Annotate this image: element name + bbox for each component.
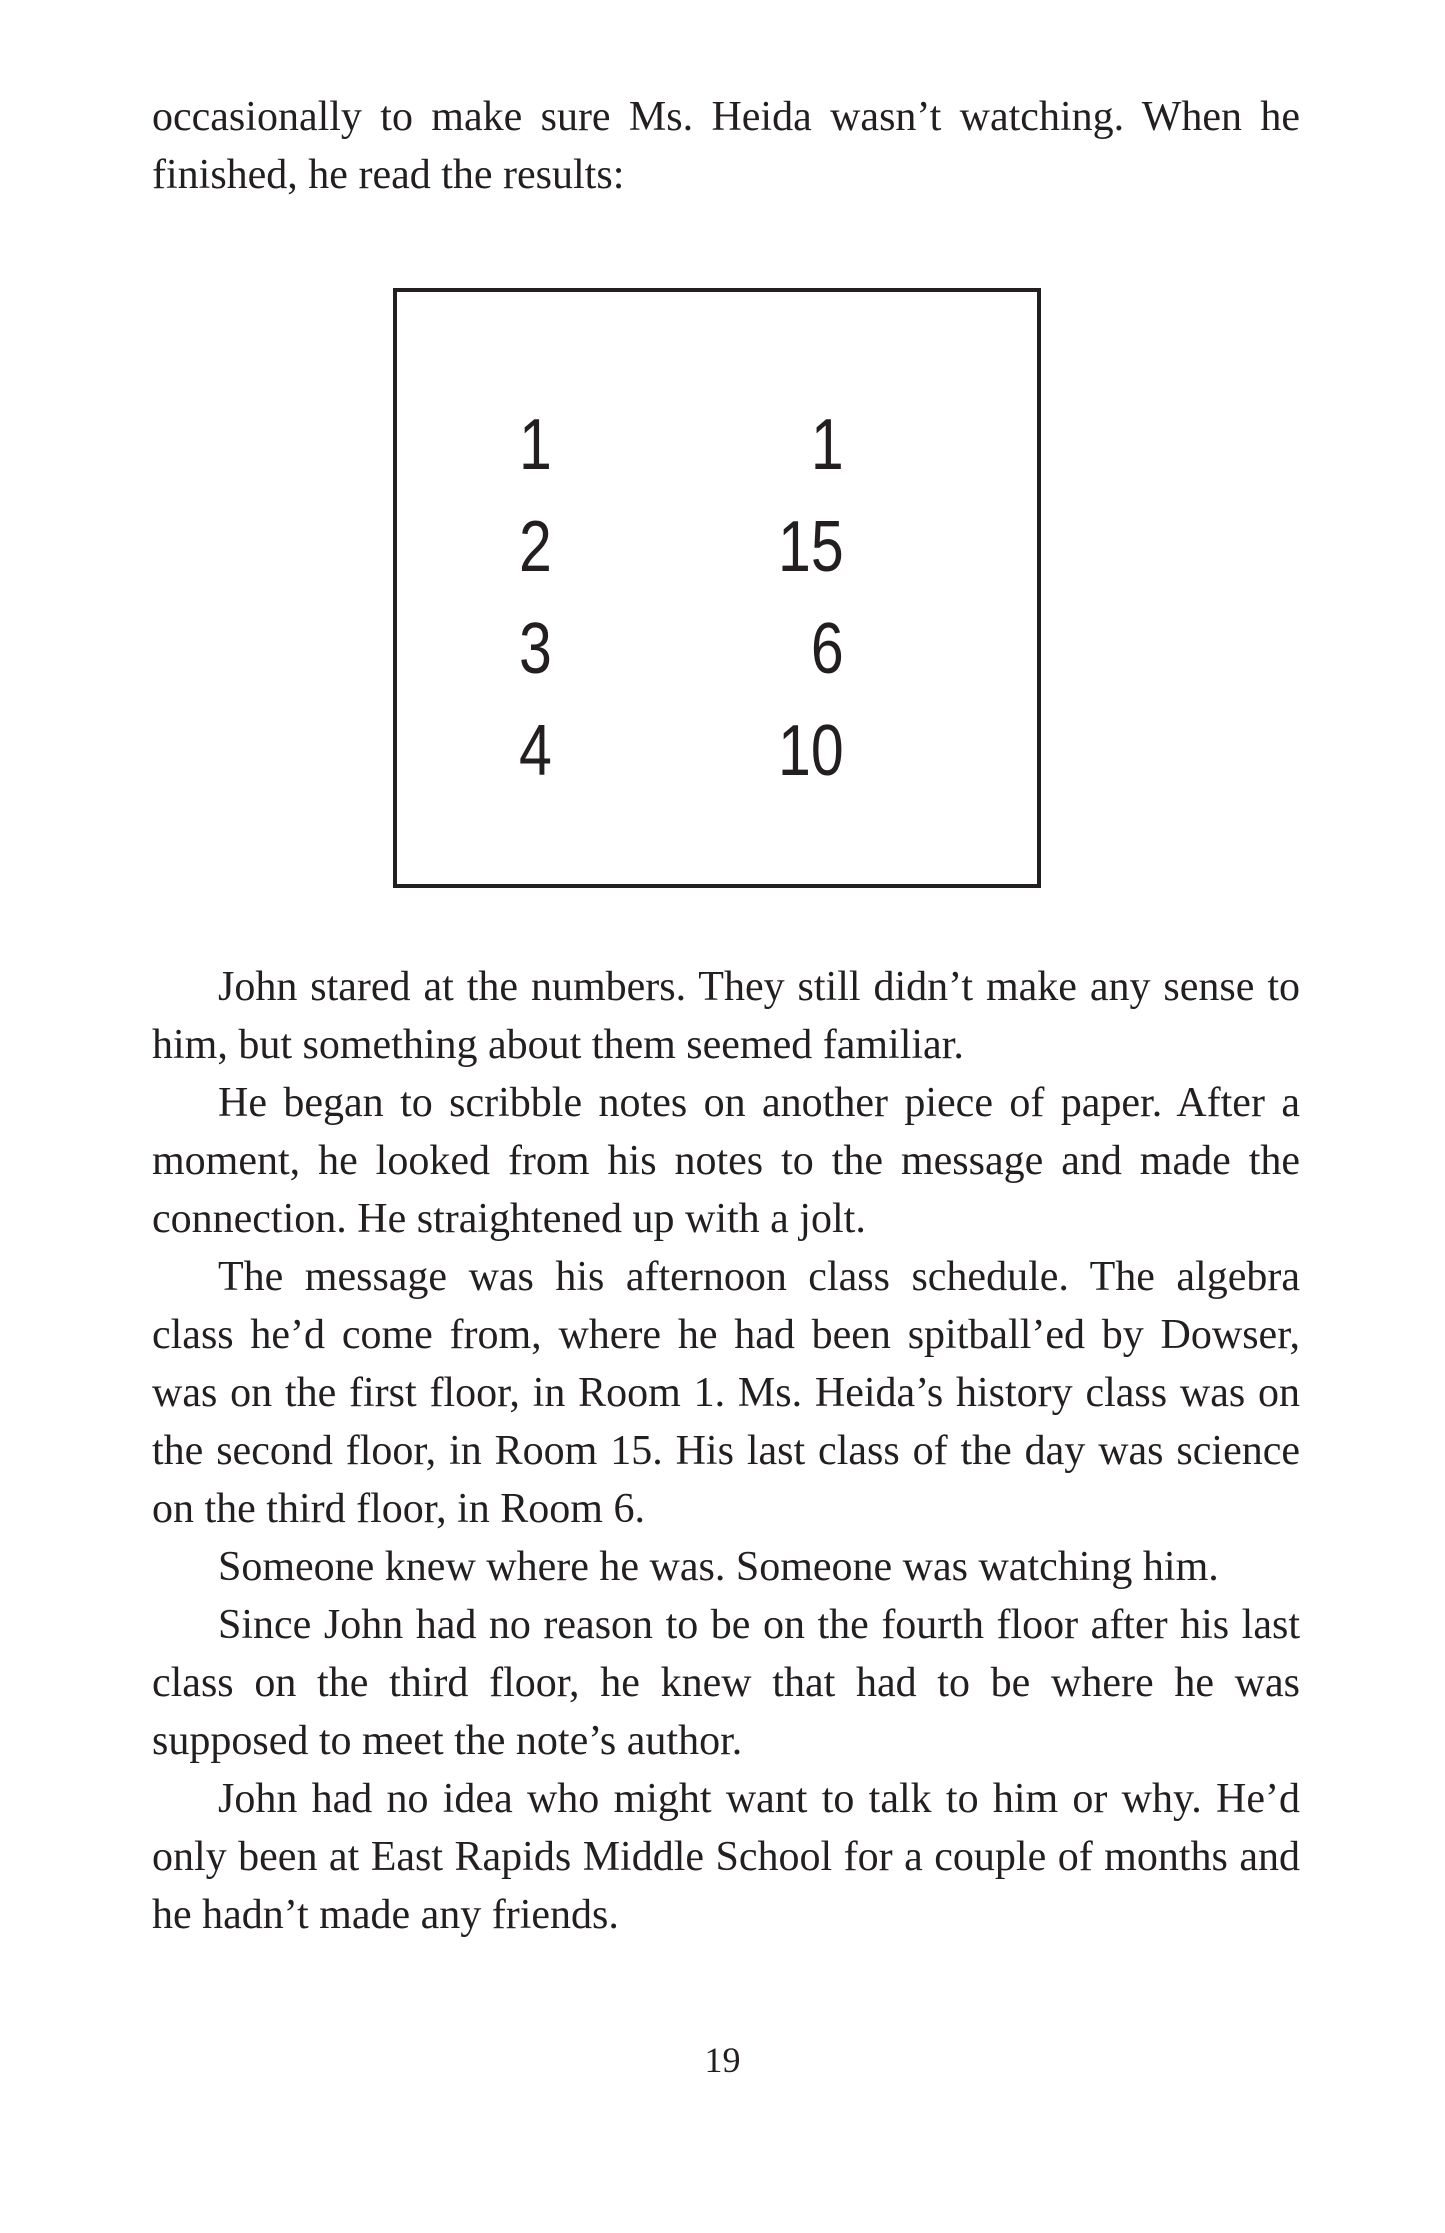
paragraph: John stared at the numbers. They still didn’t make any sense to him, but something about them seemed familiar. xyxy=(152,964,1300,1068)
paragraph: He began to scribble notes on another piece of paper. After a moment, he looked from his notes to the message and made the connection. He straightened up with a jolt. xyxy=(152,1080,1300,1242)
results-row xyxy=(519,700,844,802)
intro-text xyxy=(152,88,1300,204)
results-row xyxy=(519,598,844,700)
intro-paragraph: occasionally to make sure Ms. Heida wasn’t watching. When he finished, he read the results: xyxy=(152,94,1300,198)
body-text xyxy=(152,958,1300,1944)
paragraph: Since John had no reason to be on the fourth floor after his last class on the third floor, he knew that had to be where he was supposed to meet the note’s author. xyxy=(152,1602,1300,1764)
room-number: 15 xyxy=(778,507,844,587)
floor-number: 3 xyxy=(519,609,552,689)
room-number: 1 xyxy=(810,405,844,485)
room-number: 10 xyxy=(778,711,844,791)
room-number: 6 xyxy=(810,609,844,689)
number-results-box xyxy=(393,288,1041,888)
page-number: 19 xyxy=(704,2040,741,2080)
number-results-grid xyxy=(519,394,844,802)
paragraph: John had no idea who might want to talk to him or why. He’d only been at East Rapids Middle School for a couple of months and he hadn’t made any friends. xyxy=(152,1776,1300,1938)
floor-number: 2 xyxy=(519,507,552,587)
results-row xyxy=(519,496,844,598)
floor-number: 1 xyxy=(519,405,552,485)
floor-number: 4 xyxy=(519,711,552,791)
paragraph: The message was his afternoon class schedule. The algebra class he’d come from, where he had been spitball’ed by Dowser, was on the first floor, in Room 1. Ms. Heida’s history class was on the second floor, in Room 15. His last class of the day was science on the third floor, in Room 6. xyxy=(152,1254,1300,1532)
paragraph: Someone knew where he was. Someone was watching him. xyxy=(218,1544,1219,1590)
results-row xyxy=(519,394,844,496)
